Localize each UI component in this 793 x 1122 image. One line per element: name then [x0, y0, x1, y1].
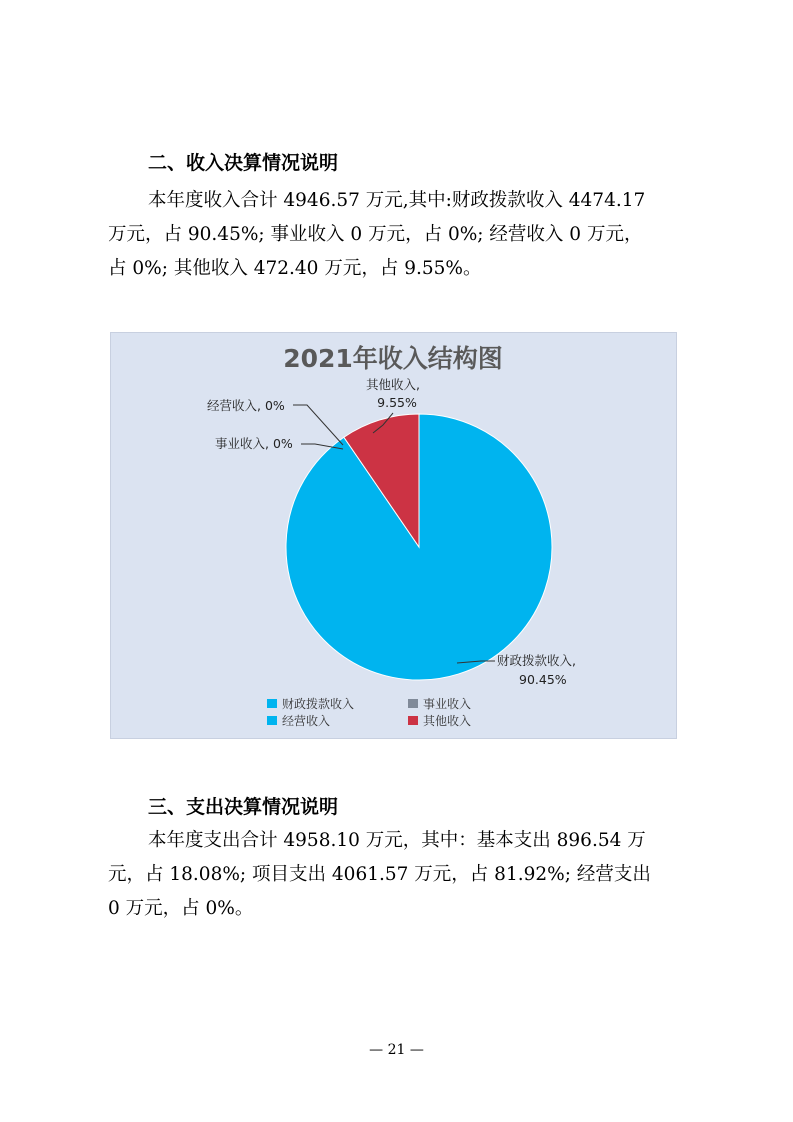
label-shiye: 事业收入, 0%: [215, 436, 293, 451]
chart-title: 2021年收入结构图: [283, 344, 503, 373]
legend-swatch-shiye: [408, 699, 418, 708]
income-pie-chart: [110, 332, 677, 739]
page-number: — 21 —: [369, 1042, 424, 1058]
legend-swatch-jingying: [267, 716, 277, 725]
income-line-3: 占 0%; 其他收入 472.40 万元，占 9.55%。: [108, 258, 482, 279]
expense-line-3: 0 万元，占 0%。: [108, 898, 254, 919]
section3-heading: 三、支出决算情况说明: [148, 796, 339, 818]
legend-jingying: 经营收入: [282, 714, 331, 728]
income-line-1: 本年度收入合计 4946.57 万元,其中:财政拨款收入 4474.17: [148, 190, 646, 211]
expense-line-1: 本年度支出合计 4958.10 万元，其中：基本支出 896.54 万: [148, 830, 646, 851]
label-caizheng-value: 90.45%: [519, 672, 567, 687]
legend-swatch-qita: [408, 716, 418, 725]
income-line-2: 万元，占 90.45%; 事业收入 0 万元，占 0%; 经营收入 0 万元，: [108, 224, 643, 245]
expense-line-2: 元，占 18.08%; 项目支出 4061.57 万元，占 81.92%; 经营支出: [108, 864, 651, 885]
legend-shiye: 事业收入: [423, 697, 472, 711]
label-qita-value: 9.55%: [377, 395, 417, 410]
legend-caizheng: 财政拨款收入: [282, 697, 355, 711]
leader-line-jingying: [293, 405, 343, 445]
pie-chart-svg: [111, 333, 676, 738]
label-caizheng-name: 财政拨款收入,: [497, 653, 576, 668]
label-qita-name: 其他收入,: [366, 377, 420, 392]
label-jingying: 经营收入, 0%: [207, 398, 285, 413]
legend-swatch-caizheng: [267, 699, 277, 708]
expense-paragraph: [108, 824, 698, 926]
legend-qita: 其他收入: [423, 714, 472, 728]
income-paragraph: [108, 184, 698, 286]
section2-heading: 二、收入决算情况说明: [148, 152, 339, 174]
